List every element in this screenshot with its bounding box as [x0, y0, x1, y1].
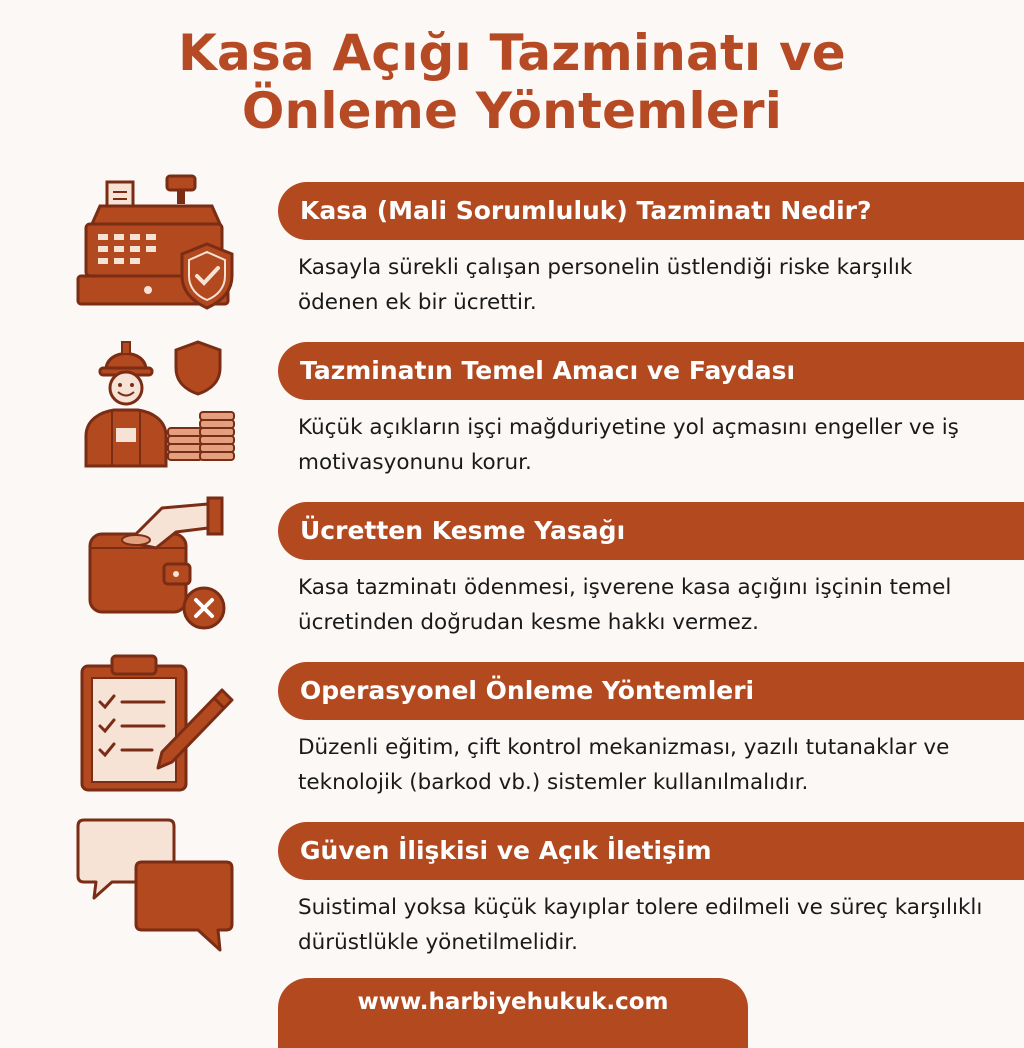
footer-bar — [278, 978, 748, 1048]
worker-coins-shield-icon — [72, 332, 242, 472]
section-heading-bar — [278, 822, 1024, 880]
section-description: Düzenli eğitim, çift kontrol mekanizması, yazılı tutanaklar ve teknolojik (barkod vb.) sistemler kullanılmalıdır. — [298, 735, 950, 795]
section-description: Kasa tazminatı ödenmesi, işverene kasa açığını işçinin temel ücretinden doğrudan kesme hakkı vermez. — [298, 575, 952, 635]
section-what-is-it — [0, 172, 1024, 322]
section-purpose — [0, 332, 1024, 482]
page-title — [0, 24, 1024, 140]
section-heading-bar — [278, 502, 1024, 560]
section-heading-bar — [278, 342, 1024, 400]
section-heading-bar — [278, 182, 1024, 240]
section-description: Suistimal yoksa küçük kayıplar tolere edilmeli ve süreç karşılıklı dürüstlükle yönetilmelidir. — [298, 895, 983, 955]
title-line-2: Önleme Yöntemleri — [241, 82, 783, 140]
title-line-1: Kasa Açığı Tazminatı ve — [178, 24, 846, 82]
section-prevention-methods — [0, 652, 1024, 802]
website-link[interactable]: www.harbiyehukuk.com — [357, 989, 669, 1015]
clipboard-checklist-pen-icon — [72, 652, 242, 792]
section-heading: Güven İlişkisi ve Açık İletişim — [300, 836, 712, 865]
section-heading: Kasa (Mali Sorumluluk) Tazminatı Nedir? — [300, 196, 872, 225]
section-heading: Ücretten Kesme Yasağı — [300, 516, 626, 545]
section-heading: Operasyonel Önleme Yöntemleri — [300, 676, 755, 705]
section-description: Kasayla sürekli çalışan personelin üstlendiği riske karşılık ödenen ek bir ücrettir. — [298, 255, 913, 315]
section-heading-bar — [278, 662, 1024, 720]
section-description: Küçük açıkların işçi mağduriyetine yol açmasını engeller ve iş motivasyonunu korur. — [298, 415, 959, 475]
section-deduction-ban — [0, 492, 1024, 642]
wallet-hand-cross-icon — [72, 492, 242, 632]
speech-bubbles-icon — [72, 812, 242, 952]
cash-register-shield-icon — [72, 172, 242, 312]
section-heading: Tazminatın Temel Amacı ve Faydası — [300, 356, 796, 385]
section-trust-communication — [0, 812, 1024, 962]
